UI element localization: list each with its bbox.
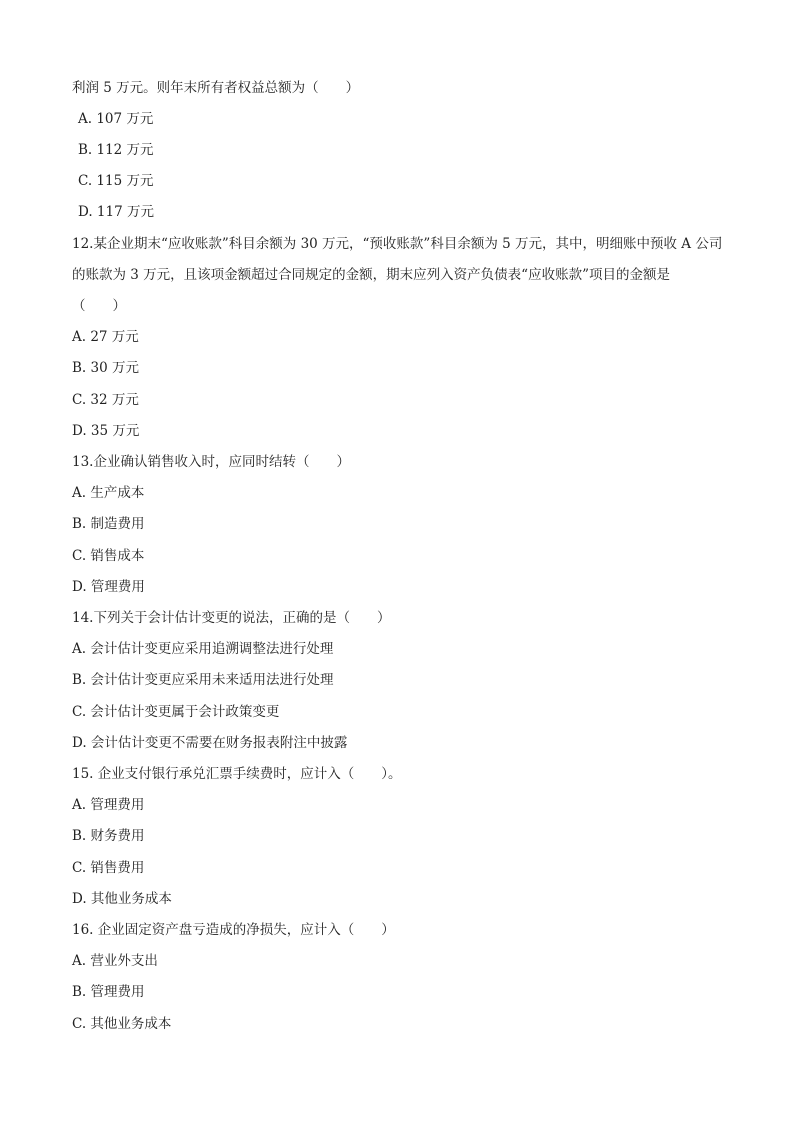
q11-option-c: C. 115 万元 [78, 173, 154, 189]
q13-option-d: D. 管理费用 [72, 579, 145, 595]
q12-option-a: A. 27 万元 [72, 329, 139, 345]
q16-option-b: B. 管理费用 [72, 984, 145, 1000]
q15-option-a: A. 管理费用 [72, 797, 145, 813]
q15-stem: 15. 企业支付银行承兑汇票手续费时，应计入（ ）。 [72, 766, 402, 782]
q12-option-d: D. 35 万元 [72, 423, 140, 439]
q16-stem: 16. 企业固定资产盘亏造成的净损失，应计入（ ） [72, 922, 395, 938]
q11-option-a: A. 107 万元 [78, 111, 154, 127]
q12-option-b: B. 30 万元 [72, 360, 139, 376]
q11-option-b: B. 112 万元 [78, 142, 154, 158]
q11-stem-continuation: 利润 5 万元。则年末所有者权益总额为（ ） [72, 80, 360, 96]
q12-stem-line-3: （ ） [72, 298, 126, 314]
q14-option-c: C. 会计估计变更属于会计政策变更 [72, 704, 280, 720]
q14-option-d: D. 会计估计变更不需要在财务报表附注中披露 [72, 735, 348, 751]
q13-option-a: A. 生产成本 [72, 485, 145, 501]
q13-option-b: B. 制造费用 [72, 516, 145, 532]
q15-option-c: C. 销售费用 [72, 860, 145, 876]
q15-option-d: D. 其他业务成本 [72, 891, 172, 907]
q12-stem-line-2: 的账款为 3 万元，且该项金额超过合同规定的金额，期末应列入资产负债表“应收账款”项目的金额是 [72, 267, 670, 283]
q16-option-a: A. 营业外支出 [72, 953, 158, 969]
q14-option-b: B. 会计估计变更应采用未来适用法进行处理 [72, 672, 334, 688]
q15-option-b: B. 财务费用 [72, 828, 145, 844]
q13-option-c: C. 销售成本 [72, 548, 145, 564]
q12-option-c: C. 32 万元 [72, 392, 139, 408]
q14-option-a: A. 会计估计变更应采用追溯调整法进行处理 [72, 641, 334, 657]
q12-stem-line-1: 12.某企业期末“应收账款”科目余额为 30 万元，“预收账款”科目余额为 5 万元，其中，明细账中预收 A 公司 [72, 236, 723, 252]
q16-option-c: C. 其他业务成本 [72, 1016, 172, 1032]
q11-option-d: D. 117 万元 [78, 204, 154, 220]
q14-stem: 14.下列关于会计估计变更的说法，正确的是（ ） [72, 610, 391, 626]
q13-stem: 13.企业确认销售收入时，应同时结转（ ） [72, 454, 350, 470]
